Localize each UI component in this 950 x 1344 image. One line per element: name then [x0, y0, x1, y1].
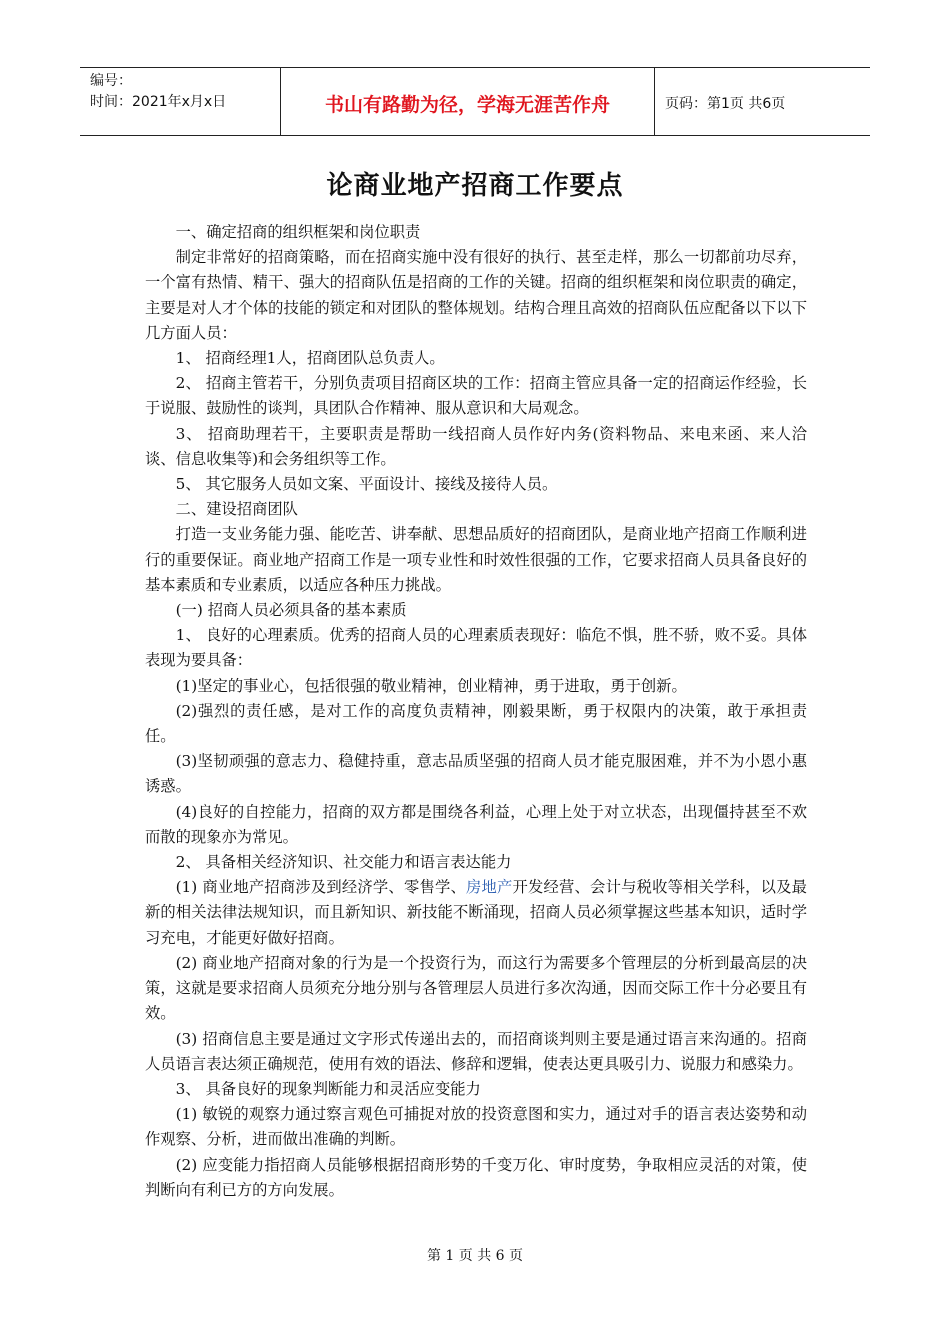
list-item: 1、 良好的心理素质。优秀的招商人员的心理素质表现好：临危不惧，胜不骄，败不妥。具体表现为要具备： [145, 626, 807, 670]
list-item: 2、 具备相关经济知识、社交能力和语言表达能力 [175, 853, 512, 872]
header-page-code-cell [655, 68, 870, 135]
subsection-heading: (一) 招商人员必须具备的基本素质 [175, 601, 407, 620]
paragraph: 打造一支业务能力强、能吃苦、讲奉献、思想品质好的招商团队，是商业地产招商工作顺利进行的重要保证。商业地产招商工作是一项专业性和时效性很强的工作，它要求招商人员具备良好的基本素质和专业素质，以适应各种压力挑战。 [145, 525, 807, 594]
list-item: (1)坚定的事业心，包括很强的敬业精神，创业精神，勇于进取，勇于创新。 [175, 676, 687, 695]
page-header [80, 67, 870, 136]
list-item: 2、 招商主管若干，分别负责项目招商区块的工作：招商主管应具备一定的招商运作经验，长于说服、鼓励性的谈判，具团队合作精神、服从意识和大局观念。 [145, 374, 807, 418]
list-item: (2) 应变能力指招商人员能够根据招商形势的千变万化、审时度势，争取相应灵活的对策，使判断向有利已方的方向发展。 [145, 1155, 807, 1199]
page-footer: 第 1 页 共 6 页 [426, 1248, 524, 1264]
list-item: 1、 招商经理1人，招商团队总负责人。 [175, 349, 445, 368]
list-item-with-link [145, 875, 807, 951]
document-body [145, 220, 807, 1203]
list-item: (2) 商业地产招商对象的行为是一个投资行为，而这行为需要多个管理层的分析到最高层的决策，这就是要求招商人员须充分地分别与各管理层人员进行多次沟通，因而交际工作十分必要且有效。 [145, 953, 807, 1023]
list-item: 3、 招商助理若干，主要职责是帮助一线招商人员作好内务(资料物品、来电来函、来人洽谈、信息收集等)和会务组织等工作。 [145, 424, 807, 468]
header-page-code: 页码：第1页 共6页 [665, 95, 786, 112]
text-segment: 开发经营、会计与税收等相关学科，以及最新的相关法律法规知识，而且新知识、新技能不断涌现，招商人员必须掌握这些基本知识，适时学习充电，才能更好做好招商。 [145, 878, 807, 947]
section-heading: 二、建设招商团队 [175, 500, 298, 519]
section-heading: 一、确定招商的组织框架和岗位职责 [175, 223, 421, 241]
document-title: 论商业地产招商工作要点 [326, 171, 624, 201]
list-item: (3) 招商信息主要是通过文字形式传递出去的，而招商谈判则主要是通过语言来沟通的。招商人员语言表达须正确规范，使用有效的语法、修辞和逻辑，使表达更具吸引力、说服力和感染力。 [145, 1029, 807, 1073]
document-number-label: 编号： [90, 73, 132, 89]
list-item: 5、 其它服务人员如文案、平面设计、接线及接待人员。 [175, 475, 558, 494]
list-item: (1) 敏锐的观察力通过察言观色可捕捉对放的投资意图和实力，通过对手的语言表达姿势和动作观察、分析，进而做出准确的判断。 [145, 1105, 807, 1149]
header-meta [80, 68, 280, 135]
list-item: 3、 具备良好的现象判断能力和灵活应变能力 [175, 1079, 481, 1098]
real-estate-link[interactable]: 房地产 [465, 878, 513, 897]
header-motto: 书山有路勤为径，学海无涯苦作舟 [324, 94, 610, 116]
list-item: (2)强烈的责任感，是对工作的高度负责精神，刚毅果断，勇于权限内的决策，敢于承担责任。 [145, 701, 807, 746]
text-segment: (1) 商业地产招商涉及到经济学、零售学、 [175, 878, 466, 897]
list-item: (4)良好的自控能力，招商的双方都是围绕各利益，心理上处于对立状态，出现僵持甚至不欢而散的现象亦为常见。 [145, 802, 807, 846]
paragraph: 制定非常好的招商策略，而在招商实施中没有很好的执行、甚至走样，那么一切都前功尽弃，一个富有热情、精干、强大的招商队伍是招商的工作的关键。招商的组织框架和岗位职责的确定，主要是对人才个体的技能的锁定和对团队的整体规划。结构合理且高效的招商队伍应配备以下以下几方面人员： [145, 248, 807, 342]
document-time-label: 时间：2021年x月x日 [90, 94, 227, 110]
header-motto-cell [280, 68, 655, 135]
list-item: (3)坚韧顽强的意志力、稳健持重，意志品质坚强的招商人员才能克服困难，并不为小恩小惠诱惑。 [145, 752, 807, 796]
